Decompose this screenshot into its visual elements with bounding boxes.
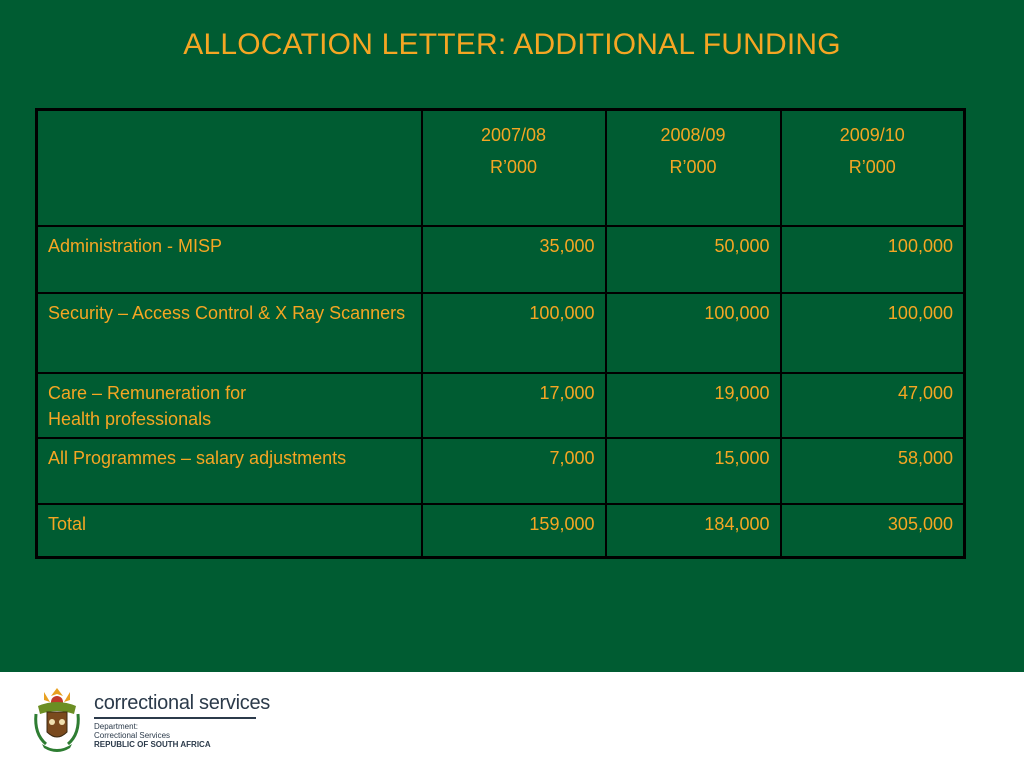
table-row	[37, 373, 965, 438]
row-label-line: Care – Remuneration for	[48, 382, 247, 403]
department-label: Department:	[94, 722, 139, 731]
divider	[94, 717, 256, 719]
header-unit: R’000	[489, 157, 538, 177]
value-cell: 100,000	[781, 226, 965, 293]
value-cell: 47,000	[781, 373, 965, 438]
value-cell: 100,000	[606, 293, 781, 373]
value-cell: 15,000	[606, 438, 781, 504]
footer	[0, 672, 1024, 768]
value-cell: 19,000	[606, 373, 781, 438]
header-cell-2007-08	[422, 110, 606, 226]
header-year: 2007/08	[480, 125, 547, 145]
row-label: Total	[37, 504, 422, 558]
value-cell: 100,000	[422, 293, 606, 373]
header-cell-2009-10	[781, 110, 965, 226]
value-cell: 58,000	[781, 438, 965, 504]
country-name: REPUBLIC OF SOUTH AFRICA	[94, 740, 211, 749]
department-name: Correctional Services	[94, 731, 171, 740]
row-label	[37, 373, 422, 438]
table-row	[37, 226, 965, 293]
row-label: All Programmes – salary adjustments	[37, 438, 422, 504]
value-cell: 7,000	[422, 438, 606, 504]
header-unit: R’000	[669, 157, 717, 177]
value-cell: 159,000	[422, 504, 606, 558]
value-cell: 35,000	[422, 226, 606, 293]
slide-title: ALLOCATION LETTER: ADDITIONAL FUNDING	[183, 28, 841, 61]
header-year: 2008/09	[660, 125, 726, 145]
row-label-line: Health professionals	[48, 408, 212, 429]
table-row	[37, 293, 965, 373]
header-unit: R’000	[848, 157, 896, 177]
value-cell: 17,000	[422, 373, 606, 438]
value-cell: 184,000	[606, 504, 781, 558]
coat-of-arms-icon	[30, 684, 84, 756]
table-row-total	[37, 504, 965, 558]
value-cell: 100,000	[781, 293, 965, 373]
header-empty-cell	[37, 110, 422, 226]
header-year: 2009/10	[839, 125, 905, 145]
table-header-row	[37, 110, 965, 226]
header-cell-2008-09	[606, 110, 781, 226]
table-row	[37, 438, 965, 504]
value-cell: 305,000	[781, 504, 965, 558]
value-cell: 50,000	[606, 226, 781, 293]
org-name: correctional services	[94, 692, 270, 714]
row-label: Administration - MISP	[37, 226, 422, 293]
row-label: Security – Access Control & X Ray Scanners	[37, 293, 422, 373]
allocation-table	[35, 108, 966, 559]
